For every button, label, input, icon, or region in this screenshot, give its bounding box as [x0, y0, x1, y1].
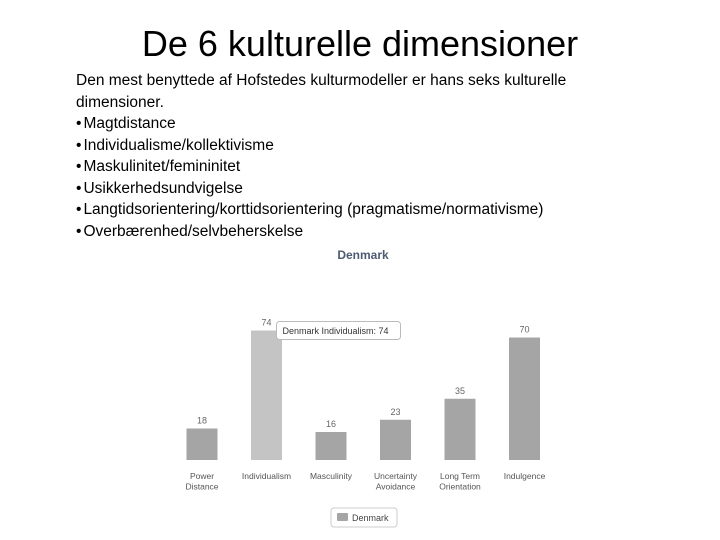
- tick-label-2-0: Masculinity: [309, 471, 353, 481]
- tick-label-0-1: Distance: [185, 481, 219, 492]
- bar-0[interactable]: [187, 429, 218, 461]
- value-label-2: 16: [325, 419, 337, 429]
- tick-label-3-1: Avoidance: [375, 481, 416, 492]
- value-label-5: 70: [519, 324, 530, 335]
- intro-line-1: Den mest benyttede af Hofstedes kulturmodeller er hans seks kulturelle: [76, 72, 567, 89]
- bullet-long-term-orientation: • Langtidsorientering/korttidsorientering (pragmatisme/normativisme): [76, 199, 686, 221]
- tick-label-5-0: Indulgence: [503, 471, 546, 481]
- tick-label-4-0: Long Term: [439, 471, 481, 481]
- tick-label-0-0: Power: [189, 471, 215, 481]
- legend-label: Denmark: [352, 513, 389, 523]
- tooltip-text: Denmark Individualism: 74: [282, 326, 389, 336]
- bar-4[interactable]: [445, 399, 476, 460]
- bullet-indulgence: • Overbærenhed/selvbeherskelse: [76, 221, 686, 243]
- tick-label-4-1: Orientation: [439, 481, 481, 492]
- bullet-power-distance: • Magtdistance: [76, 113, 686, 135]
- bullet-individualism: • Individualisme/kollektivisme: [76, 135, 686, 157]
- tick-label-3-0: Uncertainty: [374, 471, 417, 481]
- value-label-4: 35: [454, 385, 466, 396]
- bar-5[interactable]: [509, 338, 540, 461]
- bullet-uncertainty-avoidance: • Usikkerhedsundvigelse: [76, 178, 686, 200]
- value-label-1: 74: [261, 317, 272, 328]
- intro-line-2: dimensioner.: [76, 93, 164, 111]
- bullet-masculinity: • Maskulinitet/femininitet: [76, 156, 686, 178]
- chart-title: Denmark: [337, 248, 389, 262]
- value-label-0: 18: [196, 415, 208, 426]
- slide-title: De 6 kulturelle dimensioner: [141, 23, 579, 64]
- bar-2[interactable]: [316, 432, 347, 460]
- bar-1[interactable]: [251, 331, 282, 461]
- legend-swatch: [337, 513, 348, 521]
- bar-3[interactable]: [380, 420, 411, 460]
- value-label-3: 23: [390, 406, 401, 417]
- tick-label-1-0: Individualism: [241, 471, 292, 481]
